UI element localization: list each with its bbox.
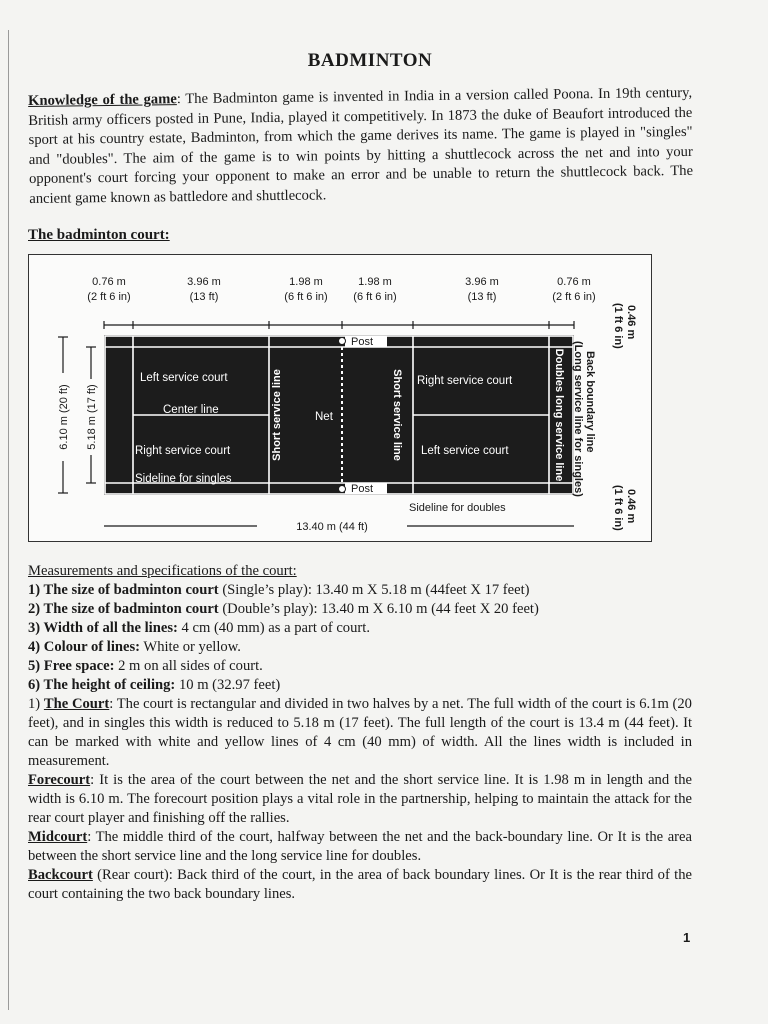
top-dimension-line bbox=[104, 321, 574, 329]
definition-backcourt: Backcourt (Rear court): Back third of the court, in the area of back boundary lines. Or It is the rear third of the court containing the two back boundary lines. bbox=[28, 867, 692, 902]
right-service-court-1: Right service court bbox=[135, 445, 231, 457]
intro-heading: Knowledge of the game bbox=[28, 91, 177, 109]
specifications-section bbox=[28, 562, 692, 904]
definition-forecourt: Forecourt: It is the area of the court between the net and the short service line. It is 1.98 m in length and the width is 6.10 m. The forecourt position plays a vital role in the partnership, helping to maintain the attack for the rear court player and finishing off the rallies. bbox=[28, 772, 692, 826]
side-bottom-m: 0.46 m bbox=[625, 489, 637, 524]
spec-item: 2) The size of badminton court (Double’s play): 13.40 m X 6.10 m (44 feet X 20 feet) bbox=[28, 601, 539, 617]
intro-text: : The Badminton game is invented in India in a version called Poona. In 19th century, British army officers posted in Pune, India, played it competitively. In 1873 the duke of Beaufort introduced the sport at his country estate, Badminton, from which the game derives its name. The game is played in "singles" and "doubles". The aim of the game is to win points by hitting a shuttlecock across the net and into your opponent's court forcing your opponent to make an error and be unable to return the shuttlecock back. The ancient game known as battledore and shuttlecock. bbox=[28, 84, 694, 207]
short-service-line-left: Short service line bbox=[271, 369, 283, 461]
dim-3-m: 1.98 m bbox=[358, 276, 392, 288]
left-service-court-2: Left service court bbox=[421, 445, 509, 457]
definition-midcourt: Midcourt: The middle third of the court, halfway between the net and the back-boundary line. Or It is the area between the short service line and the long service line for doubles. bbox=[28, 829, 692, 864]
sideline-doubles-label: Sideline for doubles bbox=[409, 502, 506, 514]
dim-0-ft: (2 ft 6 in) bbox=[87, 291, 131, 303]
page-title: BADMINTON bbox=[307, 50, 433, 71]
definition-court: 1) The Court: The court is rectangular and divided in two halves by a net. The full width of the court is 6.1m (20 feet), and in singles this width is reduced to 5.18 m (17 feet). The full length of the court is 13.4 m (44 feet). It can be marked with white and yellow lines of 4 cm (40 mm) of width. All the lines width is included in measurement. bbox=[28, 696, 692, 769]
dim-2-m: 1.98 m bbox=[289, 276, 323, 288]
dim-0-m: 0.76 m bbox=[92, 276, 126, 288]
width-doubles-label: 6.10 m (20 ft) bbox=[58, 384, 70, 450]
dim-2-ft: (6 ft 6 in) bbox=[284, 291, 328, 303]
page-edge bbox=[8, 30, 9, 1010]
spec-item: 1) The size of badminton court (Single’s play): 13.40 m X 5.18 m (44feet X 17 feet) bbox=[28, 582, 530, 598]
post-bottom-label: Post bbox=[351, 483, 374, 495]
dim-3-ft: (6 ft 6 in) bbox=[353, 291, 397, 303]
net-label: Net bbox=[315, 411, 333, 423]
dim-1-ft: (13 ft) bbox=[189, 291, 219, 303]
side-top-m: 0.46 m bbox=[625, 305, 637, 340]
intro-paragraph bbox=[28, 84, 693, 209]
court-svg bbox=[29, 255, 651, 541]
spec-item: 6) The height of ceiling: 10 m (32.97 feet) bbox=[28, 677, 281, 693]
long-service-singles-label: (Long service line for singles) bbox=[572, 341, 584, 497]
side-bottom-ft: (1 ft 6 in) bbox=[612, 485, 624, 531]
court-heading: The badminton court: bbox=[28, 227, 170, 243]
dim-4-ft: (13 ft) bbox=[467, 291, 497, 303]
side-top-ft: (1 ft 6 in) bbox=[612, 303, 624, 349]
court-diagram bbox=[28, 254, 652, 542]
width-singles-label: 5.18 m (17 ft) bbox=[86, 384, 98, 450]
doubles-long-service-line: Doubles long service line bbox=[553, 348, 565, 482]
back-boundary-line-label: Back boundary line bbox=[584, 351, 596, 453]
spec-item: 4) Colour of lines: White or yellow. bbox=[28, 639, 241, 655]
spec-item: 5) Free space: 2 m on all sides of court. bbox=[28, 658, 263, 674]
dim-1-m: 3.96 m bbox=[187, 276, 221, 288]
short-service-line-right: Short service line bbox=[391, 369, 403, 461]
left-service-court-1: Left service court bbox=[140, 372, 228, 384]
page-number: 1 bbox=[683, 930, 691, 945]
total-length-label: 13.40 m (44 ft) bbox=[296, 521, 368, 533]
right-service-court-2: Right service court bbox=[417, 375, 513, 387]
dim-4-m: 3.96 m bbox=[465, 276, 499, 288]
center-line-label: Center line bbox=[163, 404, 219, 416]
measurements-heading: Measurements and specifications of the court: bbox=[28, 563, 297, 579]
dim-5-m: 0.76 m bbox=[557, 276, 591, 288]
sideline-singles-label: Sideline for singles bbox=[135, 473, 232, 485]
dim-5-ft: (2 ft 6 in) bbox=[552, 291, 596, 303]
spec-item: 3) Width of all the lines: 4 cm (40 mm) as a part of court. bbox=[28, 620, 370, 636]
post-top-label: Post bbox=[351, 336, 374, 348]
